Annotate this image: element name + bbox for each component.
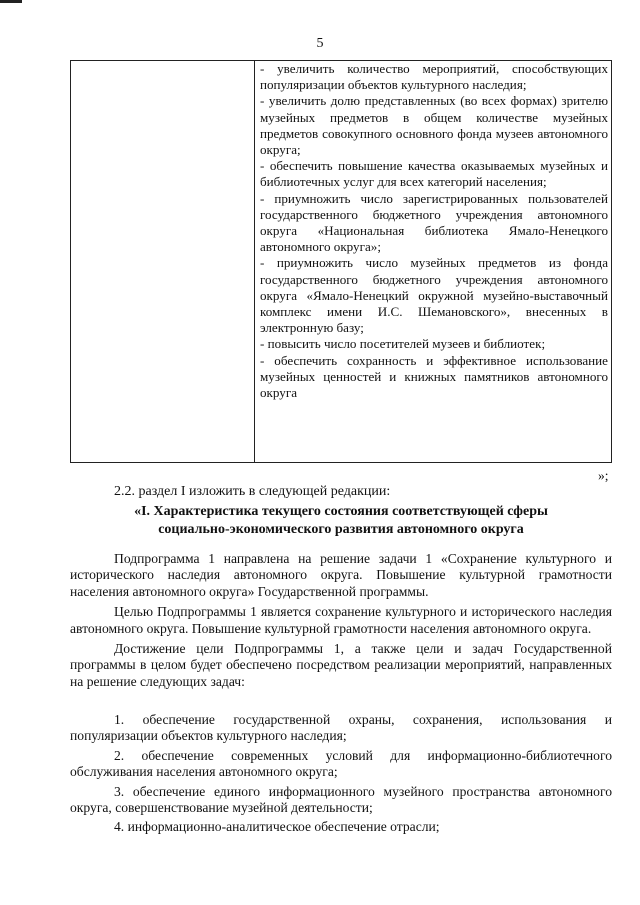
table-item: - обеспечить сохранность и эффективное использование музейных ценностей и книжных памятников автономного округа <box>260 352 608 401</box>
list-item: 2. обеспечение современных условий для информационно-библиотечного обслуживания населения автономного округа; <box>70 747 612 780</box>
quote-close: »; <box>598 468 609 483</box>
section-intro: 2.2. раздел I изложить в следующей редакции: <box>114 484 391 499</box>
table-item: - увеличить количество мероприятий, способствующих популяризации объектов культурного наследия; <box>260 61 608 93</box>
section-title-line-2: социально-экономического развития автономного округа <box>158 522 524 537</box>
list-item: 1. обеспечение государственной охраны, сохранения, использования и популяризации объектов культурного наследия; <box>70 712 612 744</box>
scan-corner-mark <box>0 0 22 3</box>
body-paragraphs <box>70 551 612 690</box>
table-item: - приумножить число зарегистрированных пользователей государственного бюджетного учреждения автономного округа «Национальная библиотека Ямало-Ненецкого автономного округа»; <box>260 190 608 255</box>
table-item: - обеспечить повышение качества оказываемых музейных и библиотечных услуг для всех категорий населения; <box>260 158 608 190</box>
table-left-cell <box>71 61 255 462</box>
table-item: - увеличить долю представленных (во всех формах) зрителю музейных предметов в общем количестве музейных предметов совокупного основного фонда музеев автономного округа; <box>260 93 608 158</box>
table-item: - приумножить число музейных предметов из фонда государственного бюджетного учреждения автономного округа «Ямало-Ненецкий окружной музейно-выставочный комплекс имени И.С. Шемановского», внесенных в электронную базу; <box>260 255 608 336</box>
goals-table <box>70 60 612 463</box>
table-right-cell <box>260 61 608 401</box>
task-list <box>70 712 612 839</box>
list-item: 4. информационно-аналитическое обеспечение отрасли; <box>114 819 440 835</box>
paragraph: Целью Подпрограммы 1 является сохранение культурного и исторического наследия автономного округа. Повышение культурной грамотности населения автономного округа. <box>70 604 612 636</box>
table-item: - повысить число посетителей музеев и библиотек; <box>260 336 546 352</box>
paragraph: Достижение цели Подпрограммы 1, а также цели и задач Государственной программы в целом будет обеспечено посредством реализации мероприятий, направленных на решение следующих задач: <box>70 641 612 689</box>
paragraph: Подпрограмма 1 направлена на решение задачи 1 «Сохранение культурного и исторического наследия автономного округа. Повышение культурной грамотности населения автономного округа» Государственной программы. <box>70 551 612 599</box>
section-title-line-1: «I. Характеристика текущего состояния соответствующей сферы <box>134 504 548 519</box>
page-number: 5 <box>316 36 324 51</box>
list-item: 3. обеспечение единого информационного музейного пространства автономного округа, совершенствование музейной деятельности; <box>70 783 612 816</box>
